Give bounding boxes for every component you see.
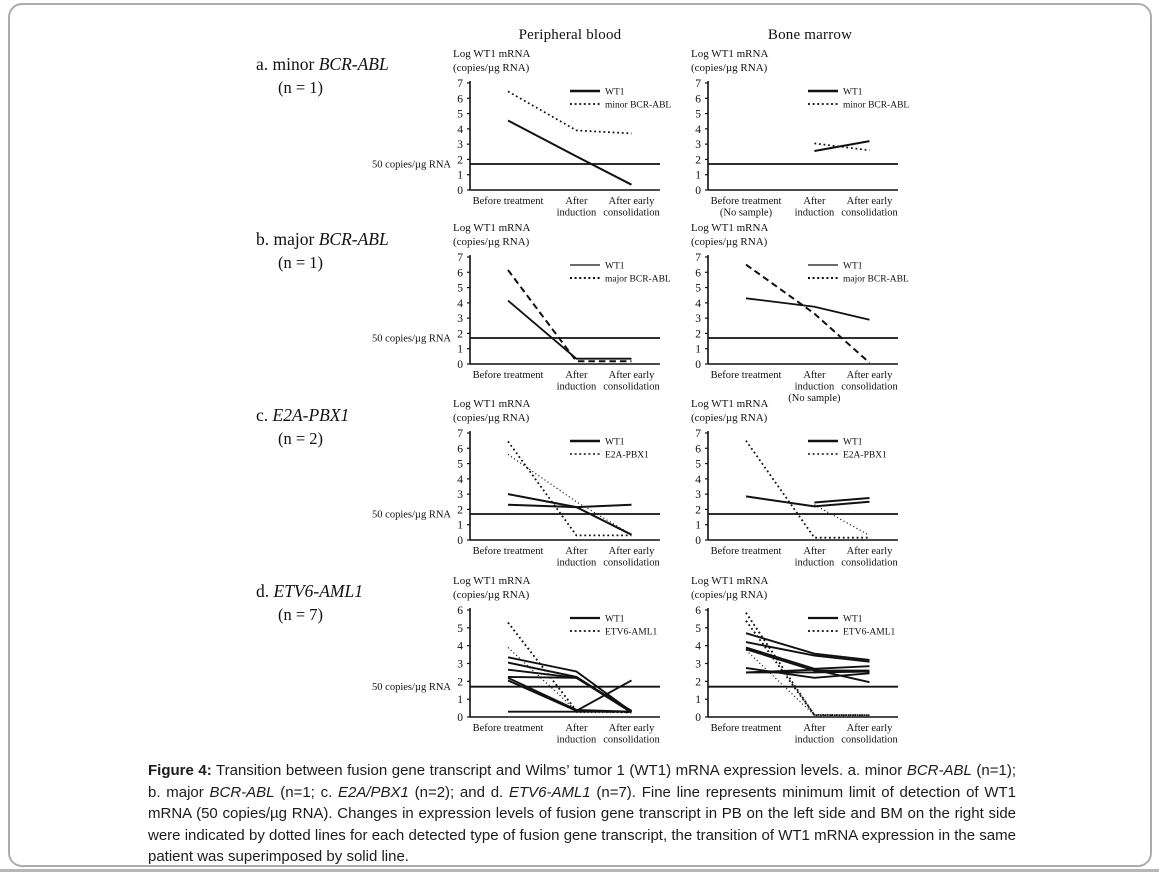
y-tick-label: 1 [457,343,463,356]
y-tick-label: 6 [457,443,463,456]
x-tick-label: consolidation [603,734,660,746]
y-tick-label: 6 [457,267,463,280]
x-tick-label: induction [794,557,835,569]
legend-label: WT1 [605,87,625,98]
row-label-gene: E2A-PBX1 [272,405,350,425]
legend-label: WT1 [605,261,625,272]
y-tick-label: 0 [457,359,463,371]
y-tick-label: 5 [457,108,463,121]
y-tick-label: 2 [457,154,463,167]
y-tick-label: 7 [457,252,463,264]
y-tick-label: 3 [457,658,463,671]
y-axis-label: Log WT1 mRNA [691,222,769,234]
chart-e2a-pbx1-bone-marrow [603,393,913,598]
y-tick-label: 6 [695,93,701,106]
y-tick-label: 1 [457,694,463,707]
row-label-n: (n = 1) [278,78,324,97]
x-tick-label: After [565,196,588,207]
y-tick-label: 5 [695,282,701,295]
caption-segment: (n=2); and d. [408,783,509,801]
y-tick-label: 1 [695,519,701,532]
legend-label: WT1 [605,614,625,625]
legend-label: E2A-PBX1 [843,450,887,461]
y-axis-label: Log WT1 mRNA [453,222,531,234]
x-tick-label: consolidation [841,381,898,393]
x-tick-label: After early [608,370,655,381]
y-axis-label: (copies/µg RNA) [691,589,768,601]
legend-label: WT1 [843,261,863,272]
row-label-prefix: b. major [256,229,319,249]
y-tick-label: 2 [457,676,463,689]
x-tick-label: After early [846,370,893,381]
x-tick-label: Before treatment [710,723,782,734]
x-tick-label: induction [794,207,835,219]
y-axis-label: Log WT1 mRNA [453,575,531,587]
y-axis-label: (copies/µg RNA) [691,236,768,248]
y-axis-label: (copies/µg RNA) [453,236,530,248]
y-tick-label: 6 [695,267,701,280]
legend-label: ETV6-AML1 [605,627,658,638]
y-tick-label: 7 [695,428,701,440]
row-label-gene: BCR-ABL [318,229,389,249]
x-tick-label: After [803,723,826,734]
y-tick-label: 3 [457,489,463,502]
y-tick-label: 1 [695,169,701,182]
bottom-divider [0,869,1159,872]
row-label-etv6-aml1 [256,581,363,625]
row-label-prefix: c. [256,405,273,425]
y-tick-label: 7 [695,252,701,264]
x-tick-label: induction [556,557,597,569]
row-label-n: (n = 7) [278,605,324,624]
y-axis-label: (copies/µg RNA) [691,412,768,424]
detection-limit-label: 50 copies/µg RNA [372,159,451,171]
legend-label: minor BCR-ABL [843,100,910,111]
y-tick-label: 6 [695,605,701,617]
y-tick-label: 3 [695,313,701,326]
x-tick-label: induction [794,381,835,393]
x-tick-label: Before treatment [710,546,782,557]
chart-canvas [603,217,913,422]
row-label-gene: BCR-ABL [318,54,389,74]
column-header-peripheral-blood: Peripheral blood [518,27,622,43]
y-tick-label: 3 [457,313,463,326]
x-tick-label: Before treatment [472,370,544,381]
caption-segment: Transition between fusion gene transcript and Wilms’ tumor 1 (WT1) mRNA expression levels. a. minor [211,762,907,779]
y-tick-label: 2 [695,676,701,689]
legend-label: WT1 [843,614,863,625]
row-label-prefix: a. minor [256,54,319,74]
y-tick-label: 4 [695,640,701,653]
x-tick-label: Before treatment [472,196,544,207]
y-axis-label: (copies/µg RNA) [691,62,768,74]
y-tick-label: 1 [695,343,701,356]
detection-limit-label: 50 copies/µg RNA [372,333,451,345]
legend-label: minor BCR-ABL [605,100,672,111]
y-tick-label: 4 [457,123,463,136]
y-tick-label: 0 [695,712,701,724]
y-tick-label: 1 [457,519,463,532]
y-tick-label: 1 [457,169,463,182]
y-tick-label: 5 [457,458,463,471]
y-tick-label: 0 [457,712,463,724]
x-tick-label: consolidation [841,207,898,219]
caption-segment: E2A/PBX1 [337,783,409,801]
y-tick-label: 0 [457,185,463,197]
y-axis-label: (copies/µg RNA) [453,589,530,601]
x-tick-label: After early [608,546,655,557]
y-tick-label: 7 [695,78,701,90]
legend-label: major BCR-ABL [605,274,671,285]
x-tick-label: After [565,723,588,734]
y-tick-label: 5 [457,282,463,295]
caption-segment: Figure 4: [148,762,212,779]
x-tick-label: After early [846,723,893,734]
x-tick-label: (No sample) [719,207,773,219]
caption-segment: BCR-ABL [906,762,972,779]
caption-segment: (n=1; c. [274,783,338,801]
y-tick-label: 2 [457,328,463,341]
y-axis-label: Log WT1 mRNA [691,48,769,60]
row-label-n: (n = 1) [278,253,324,272]
x-tick-label: Before treatment [472,723,544,734]
chart-etv6-aml1-bone-marrow [603,570,913,775]
x-tick-label: induction [556,734,597,746]
y-axis-label: Log WT1 mRNA [453,48,531,60]
y-tick-label: 4 [695,297,701,310]
caption-segment: (n=7). Fine line represents minimum limit of detection of WT1 mRNA (50 copies/µg RNA). Changes in expression levels of fusion gene transcript in PB on the left side and BM on the right side were indicated by dotted lines for each detected type of fusion gene transcript, the transition of WT1 mRNA expression in the same patient was superimposed by solid line. [148,783,1016,865]
legend-label: major BCR-ABL [843,274,909,285]
x-tick-label: consolidation [841,734,898,746]
row-label-gene: ETV6-AML1 [273,581,363,601]
series-line-fusion [814,505,869,536]
x-tick-label: After early [846,546,893,557]
x-tick-label: (No sample) [788,393,841,404]
legend-label: ETV6-AML1 [843,627,896,638]
chart-major-bcr-abl-bone-marrow [603,217,913,422]
x-tick-label: consolidation [603,207,660,219]
y-tick-label: 6 [457,605,463,617]
y-tick-label: 2 [457,504,463,517]
y-tick-label: 2 [695,504,701,517]
row-label-prefix: d. [256,581,274,601]
y-tick-label: 0 [695,535,701,547]
series-line-wt1 [746,496,870,506]
chart-canvas [603,393,913,598]
x-tick-label: consolidation [603,381,660,393]
y-tick-label: 5 [695,458,701,471]
x-tick-label: induction [794,734,835,746]
x-tick-label: induction [556,381,597,393]
y-tick-label: 3 [457,139,463,152]
y-axis-label: (copies/µg RNA) [453,62,530,74]
x-tick-label: Before treatment [710,370,782,381]
y-tick-label: 4 [695,473,701,486]
y-tick-label: 0 [457,535,463,547]
y-tick-label: 5 [695,622,701,635]
chart-canvas [603,570,913,775]
detection-limit-label: 50 copies/µg RNA [372,682,451,694]
y-tick-label: 1 [695,694,701,707]
y-tick-label: 0 [695,185,701,197]
caption-segment: ETV6-AML1 [508,783,591,801]
caption-segment: BCR-ABL [209,783,275,801]
y-tick-label: 2 [695,328,701,341]
legend-label: E2A-PBX1 [605,450,649,461]
x-tick-label: Before treatment [710,196,782,207]
y-tick-label: 4 [695,123,701,136]
y-tick-label: 4 [457,473,463,486]
x-tick-label: After early [608,723,655,734]
y-axis-label: (copies/µg RNA) [453,412,530,424]
y-tick-label: 3 [695,139,701,152]
x-tick-label: After early [846,196,893,207]
legend-label: WT1 [605,437,625,448]
y-tick-label: 0 [695,359,701,371]
x-tick-label: After [803,546,826,557]
x-tick-label: After [803,196,826,207]
y-tick-label: 7 [457,78,463,90]
x-tick-label: After [565,370,588,381]
caption-segment: (n=1); b. major [148,762,1017,801]
y-tick-label: 3 [695,489,701,502]
legend-label: WT1 [843,87,863,98]
legend-label: WT1 [843,437,863,448]
x-tick-label: After [565,546,588,557]
column-header-bone-marrow: Bone marrow [767,27,853,43]
y-tick-label: 3 [695,658,701,671]
x-tick-label: consolidation [841,557,898,569]
y-tick-label: 6 [457,93,463,106]
row-label-n: (n = 2) [278,429,324,448]
x-tick-label: induction [556,207,597,219]
x-tick-label: After [803,370,826,381]
figure-caption [148,760,1016,868]
y-tick-label: 6 [695,443,701,456]
y-axis-label: Log WT1 mRNA [453,398,531,410]
x-tick-label: Before treatment [472,546,544,557]
detection-limit-label: 50 copies/µg RNA [372,509,451,521]
y-tick-label: 7 [457,428,463,440]
y-tick-label: 5 [457,622,463,635]
row-label-e2a-pbx1 [256,405,349,449]
y-axis-label: Log WT1 mRNA [691,575,769,587]
y-tick-label: 4 [457,297,463,310]
y-tick-label: 2 [695,154,701,167]
y-axis-label: Log WT1 mRNA [691,398,769,410]
y-tick-label: 4 [457,640,463,653]
x-tick-label: consolidation [603,557,660,569]
x-tick-label: After early [608,196,655,207]
y-tick-label: 5 [695,108,701,121]
